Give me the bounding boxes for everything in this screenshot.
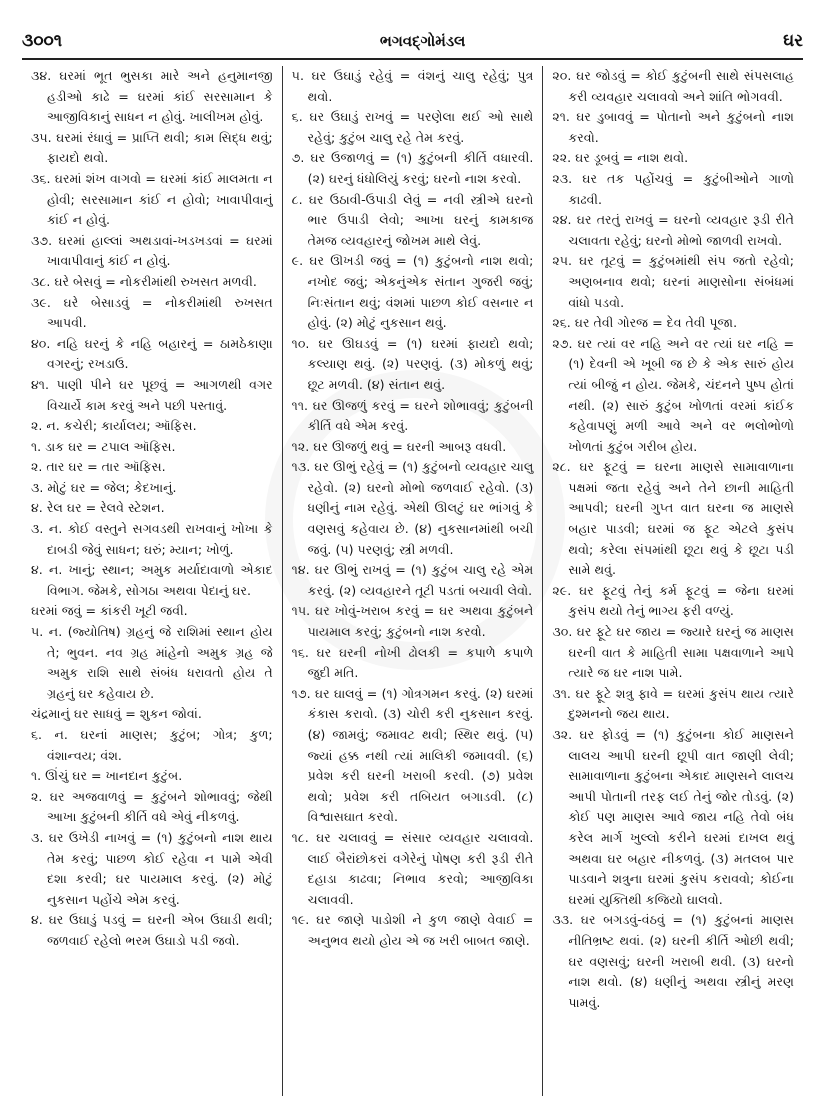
- page-number: ૩૦૦૧: [22, 31, 63, 51]
- dictionary-entry: ૮. ઘર ઉઠાવી-ઉપાડી લેવું = નવી સ્ત્રીએ ઘરનો ભાર ઉપાડી લેવો; આખા ઘરનું કામકાજ તેમજ વ્યવહારનું જોખમ માથે લેવું.: [291, 191, 534, 248]
- dictionary-entry: ૩૨. ઘર ફોડવું = (૧) કુટુંબના કોઈ માણસને લાલચ આપી ઘરની છૂપી વાત જાણી લેવી; સામાવાળાના કુટુંબના એકાદ માણસને લાલચ આપી પોતાની તરફ લઈ તેનું જોર તોડવું. (૨) કોઈ પણ માણસ આવે જાય નહિ તેવો બંધ કરેલ માર્ગ ખુલ્લો કરીને ઘરમાં દાખલ થવું અથવા ઘર બહાર નીકળવું. (૩) મતલબ પાર પાડવાને શત્રુના ઘરમાં કુસંપ કરાવવો; કોઈના ઘરમાં યુક્તિથી કજિયો ઘાલવો.: [552, 727, 795, 907]
- dictionary-entry: ૧. ડાક ઘર = ટપાલ ઑફિસ.: [31, 438, 176, 454]
- column-2: [282, 66, 543, 1096]
- dictionary-entry: ૬. ઘર ઉઘાડું રાખવું = પરણેલા થઈ ઓ સાથે રહેવું; કુટુંબ ચાલુ રહે તેમ કરવું.: [291, 109, 534, 145]
- column-3: [542, 66, 803, 1096]
- dictionary-entry: ૧૭. ઘર ઘાલવું = (૧) ગોત્રગમન કરવું. (૨) ઘરમાં કંકાસ કરાવો. (૩) ચોરી કરી નુકસાન કરવું. (૪) જામવું; જમાવટ થવી; સ્થિર થવું. (૫) જ્યાં હક્ક નથી ત્યાં માલિકી જમાવવી. (૬) પ્રવેશ કરી ઘરની ખરાબી કરવી. (૭) પ્રવેશ થવો; પ્રવેશ કરી તબિયત બગાડવી. (૮) વિશ્વાસઘાત કરવો.: [291, 685, 534, 825]
- headword-guide: ઘર: [783, 31, 803, 51]
- dictionary-entry: ૪. ન. ખાનું; સ્થાન; અમુક મર્યાદાવાળો એકાદ વિભાગ. જેમકે, સોગઠા અથવા પેદાનું ઘર.: [31, 562, 273, 598]
- dictionary-entry: ૨૦. ઘર જોડવું = કોઈ કુટુંબની સાથે સંપસલાહ કરી વ્યવહાર ચલાવવો અને શાંતિ ભોગવવી.: [552, 68, 795, 104]
- dictionary-entry: ૨૭. ઘર ત્યાં વર નહિ અને વર ત્યાં ઘર નહિ = (૧) દેવની એ ખૂબી જ છે કે એક સારું હોય ત્યાં બીજું ન હોય. જેમકે, ચંદનને પુષ્પ હોતાં નથી. (૨) સારું કુટુંબ ખોળતાં વરમાં કાંઈક કહેવાપણું મળી આવે અને વર ભલોભોળો ખોળતાં કુટુંબ ગરીબ હોય.: [552, 335, 795, 454]
- page-header: [22, 24, 803, 60]
- dictionary-entry: ૧૬. ઘર ઘરની નોખી ઢોલકી = કપાળે કપાળે જુદી મતિ.: [291, 644, 534, 681]
- dictionary-entry: ૪. ઘર ઉઘાડું પડવું = ઘરની એબ ઉઘાડી થવી; જળવાઈ રહેલો ભરમ ઉઘાડો પડી જવો.: [31, 912, 273, 948]
- dictionary-entry: ૨. ન. કચેરી; કાર્યાલય; ઑફિસ.: [31, 418, 197, 434]
- running-title: ભગવદ્ગોમંડલ: [379, 32, 466, 50]
- dictionary-entry: ૩. ન. કોઈ વસ્તુને સગવડથી રાખવાનું ખોખા કે દાબડી જેવું સાધન; ઘરું; મ્યાન; ખોળું.: [31, 521, 273, 557]
- dictionary-entry: ૩૦. ઘર ફૂટે ઘર જાય = જ્યારે ઘરનું જ માણસ ઘરની વાત કે માહિતી સામા પક્ષવાળાને આપે ત્યારે જ ઘર નાશ પામે.: [552, 624, 795, 681]
- dictionary-entry: ૩. મોટું ઘર = જેલ; કેદખાનું.: [31, 479, 177, 495]
- dictionary-entry: ૧૩. ઘર ઊભું રહેવું = (૧) કુટુંબનો વ્યવહાર ચાલુ રહેવો. (૨) ઘરનો મોભો જળવાઈ રહેવો. (૩) ધણીનું નામ રહેવું. એથી ઊલટું ઘર ભાંગવું કે વણસવું કહેવાય છે. (૪) નુકસાનમાંથી બચી જવું. (૫) પરણવું; સ્ત્રી મળવી.: [291, 459, 534, 557]
- dictionary-entry: ૨૬. ઘર તેવી ગોરજ = દેવ તેવી પૂજા.: [552, 315, 738, 331]
- dictionary-entry: ૬. ન. ઘરનાં માણસ; કુટુંબ; ગોત્ર; કુળ; વંશાન્વય; વંશ.: [31, 727, 273, 763]
- dictionary-entry: ઘરમાં જવું = કાંકરી ખૂટી જવી.: [31, 603, 188, 619]
- dictionary-entry: ૩૧. ઘર ફૂટે શત્રુ ફાવે = ઘરમાં કુસંપ થાય ત્યારે દુશ્મનનો જય થાય.: [552, 685, 795, 722]
- dictionary-entry: ૯. ઘર ઊખડી જવું = (૧) કુટુંબનો નાશ થવો; નખોદ જવું; એકનુંએક સંતાન ગુજરી જવું; નિઃસંતાન થવું; વંશમાં પાછળ કોઈ વસનાર ન હોવું. (૨) મોટું નુકસાન થવું.: [291, 253, 534, 331]
- dictionary-entry: ૨. તાર ઘર = તાર ઑફિસ.: [31, 459, 166, 475]
- dictionary-entry: ૩૫. ઘરમાં રંધાવું = પ્રાપ્તિ થવી; કામ સિદ્ધ થવું; ફાયદો થવો.: [31, 129, 273, 166]
- dictionary-entry: ૨. ઘર અજવાળવું = કુટુંબને શોભાવવું; જેથી આખા કુટુંબની કીર્તિ વધે એવું નીકળવું.: [31, 788, 273, 825]
- dictionary-entry: ૧૧. ઘર ઊજળું કરવું = ઘરને શોભાવવું; કુટુંબની કીર્તિ વધે એમ કરવું.: [291, 397, 534, 434]
- dictionary-entry: ૫. ઘર ઉઘાડું રહેવું = વંશનું ચાલુ રહેવું; પુત્ર થવો.: [291, 68, 534, 104]
- dictionary-entry: ૪૦. નહિ ઘરનું કે નહિ બહારનું = ઠામઠેકાણા વગરનું; રખડાઉ.: [31, 335, 273, 372]
- dictionary-entry: ૩૩. ઘર બગડવું-વંઠવું = (૧) કુટુંબનાં માણસ નીતિભ્રષ્ટ થવાં. (૨) ઘરની કીર્તિ ઓછી થવી; ઘર વણસવું; ઘરની ખરાબી થવી. (૩) ઘરનો નાશ થવો. (૪) ધણીનું અથવા સ્ત્રીનું મરણ પામવું.: [552, 912, 795, 1010]
- dictionary-entry: ૧૪. ઘર ઊભું રાખવું = (૧) કુટુંબ ચાલુ રહે એમ કરવું. (૨) વ્યવહારને તૂટી પડતાં બચાવી લેવો.: [291, 562, 534, 598]
- dictionary-entry: ૨૨. ઘર ડૂબવું = નાશ થવો.: [552, 150, 689, 166]
- dictionary-entry: ૧૯. ઘર જાણે પાડોશી ને કુળ જાણે વેવાઈ = અનુભવ થયો હોય એ જ ખરી બાબત જાણે.: [291, 912, 534, 948]
- dictionary-entry: ૧૨. ઘર ઊજળું થવું = ઘરની આબરૂ વધવી.: [291, 438, 507, 454]
- dictionary-entry: ૧૮. ઘર ચલાવવું = સંસાર વ્યવહાર ચલાવવો. લાઈ બૈરાંછોકરાં વગેરેનું પોષણ કરી રૂડી રીતે દહાડા કાઢવા; નિભાવ કરવો; આજીવિકા ચલાવવી.: [291, 829, 534, 907]
- dictionary-entry: ૪. રેલ ઘર = રેલવે સ્ટેશન.: [31, 500, 165, 516]
- dictionary-entry: ૨૮. ઘર ફૂટવું = ઘરના માણસે સામાવાળાના પક્ષમાં જતા રહેવું અને તેને છાની માહિતી આપવી; ઘરની ગુપ્ત વાત ઘરના જ માણસે બહાર પાડવી; ઘરમાં જ ફૂટ એટલે કુસંપ થવો; કરેલા સંપમાંથી છૂટા થવું કે છૂટા પડી સામે થવું.: [552, 459, 795, 578]
- column-1: [22, 66, 282, 1096]
- dictionary-entry: ૨૪. ઘર તરતું રાખવું = ઘરનો વ્યવહાર રૂડી રીતે ચલાવતા રહેવું; ઘરનો મોભો જાળવી રાખવો.: [552, 212, 795, 248]
- dictionary-entry: ૨૯. ઘર ફૂટવું તેનું કર્મ ફૂટવું = જેના ઘરમાં કુસંપ થયો તેનું ભાગ્ય ફરી વળ્યું.: [552, 582, 795, 619]
- dictionary-entry: ૩૬. ઘરમાં શંખ વાગવો = ઘરમાં કાંઈ માલમતા ન હોવી; સરસામાન કાંઈ ન હોવો; ખાવાપીવાનું કાંઈ ન હોવું.: [31, 170, 273, 228]
- dictionary-entry: ૪૧. પાણી પીને ઘર પૂછવું = આગળથી વગર વિચાર્યે કામ કરવું અને પછી પસ્તાવું.: [31, 376, 273, 413]
- dictionary-entry: ૨૫. ઘર તૂટવું = કુટુંબમાંથી સંપ જતો રહેવો; અણબનાવ થવો; ઘરનાં માણસોના સંબંધમાં વાંધો પડવો.: [552, 253, 795, 310]
- dictionary-entry: ૩૭. ઘરમાં હાલ્લાં અથડાવાં-ખડખડવાં = ઘરમાં ખાવાપીવાનું કાંઈ ન હોવું.: [31, 232, 273, 269]
- dictionary-entry: ૩૪. ઘરમાં ભૂત ભુસકા મારે અને હનુમાનજી હડીઓ કાઢે = ઘરમાં કાંઈ સરસામાન કે આજીવિકાનું સાધન ન હોવું. ખાલીખમ હોવું.: [31, 68, 273, 125]
- dictionary-entry: ૫. ન. (જ્યોતિષ) ગ્રહનું જે રાશિમાં સ્થાન હોય તે; ભુવન. નવ ગ્રહ માંહેનો અમુક ગ્રહ જે અમુક રાશિ સાથે સંબંધ ધરાવતો હોય તે ગ્રહનું ઘર કહેવાય છે.: [31, 624, 273, 701]
- dictionary-entry: ૨૧. ઘર ડુબાવવું = પોતાનો અને કુટુંબનો નાશ કરવો.: [552, 109, 795, 145]
- dictionary-entry: ૧૦. ઘર ઊઘડવું = (૧) ઘરમાં ફાયદો થવો; કલ્યાણ થવું. (૨) પરણવું. (૩) મોકળું થવું; છૂટ મળવી. (૪) સંતાન થવું.: [291, 335, 534, 392]
- dictionary-entry: ૩૮. ઘરે બેસવું = નોકરીમાંથી રુખસત મળવી.: [31, 273, 257, 289]
- dictionary-entry: ૨૩. ઘર તક પહોંચવું = કુટુંબીઓને ગાળો કાઢવી.: [552, 170, 795, 207]
- dictionary-entry: ૭. ઘર ઉજાળવું = (૧) કુટુંબની કીર્તિ વધારવી. (૨) ઘરનું ધંધોલિયું કરવું; ઘરનો નાશ કરવો.: [291, 150, 534, 186]
- dictionary-entry: ૩૯. ઘરે બેસાડવું = નોકરીમાંથી રુખસત આપવી.: [31, 294, 273, 331]
- dictionary-entry: ૧૫. ઘર ખોવું-ખરાબ કરવું = ઘર અથવા કુટુંબને પાયમાલ કરવું; કુટુંબનો નાશ કરવો.: [291, 603, 534, 640]
- dictionary-columns: [22, 66, 803, 1096]
- dictionary-entry: ચંદ્રમાનું ઘર સાધવું = શુકન જોવાં.: [31, 706, 202, 722]
- dictionary-entry: ૩. ઘર ઉખેડી નાખવું = (૧) કુટુંબનો નાશ થાય તેમ કરવું; પાછળ કોઈ રહેવા ન પામે એવી દશા કરવી; ઘર પાયમાલ કરવું. (૨) મોટું નુકસાન પહોંચે એમ કરવું.: [31, 829, 273, 907]
- dictionary-entry: ૧. ઊંચું ઘર = ખાનદાન કુટુંબ.: [31, 768, 183, 784]
